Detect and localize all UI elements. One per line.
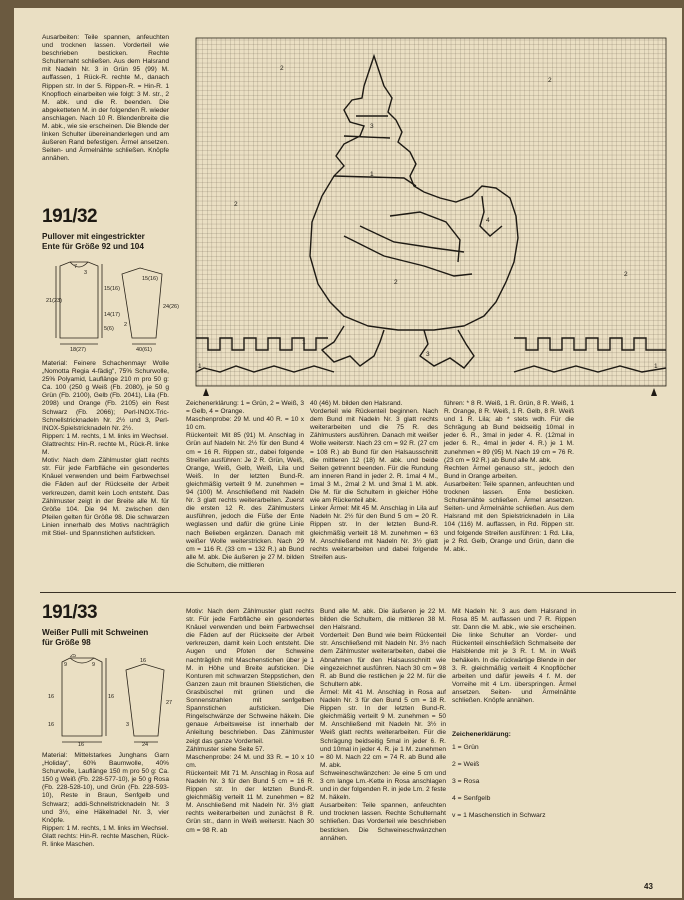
section-number-2: 191/33: [42, 602, 98, 623]
schem2-label: 9: [92, 662, 96, 668]
section-title-1: Pullover mit eingestrickter Ente für Größe 92 und 104: [42, 232, 145, 251]
section1-material-text: Material: Feinere Schachenmayr Wolle „Nomotta Regia 4-fädig", 75% Schurwolle, 25% Polyamid, Lauflänge 210 m pro 50 g: Ca. 100 (250 g Weiß (Fb. 2080), je 50 g Grün (Fb. 2100), Gelb (Fb. 2041), Lila (Fb. 2098) und Orange (Fb. 2105) ein Rest Schwarz (Fb. 2066); Perl-INOX-Tric-Schnellstricknadeln Nr. 2½ und 3, Perl-INOX-Spielstricknadeln Nr. 2½. Rippen: 1 M. rechts, 1 M. links im Wechsel. Glattrechts: Hin-R. rechte M., Rück-R. linke M. Motiv: Nach dem Zählmuster glatt rechts str. Für jede Farbfläche ein gesondertes Knäuel verwenden und beim Farbwechsel die Fäden auf der Rückseite der Arbeit verkreuzen, damit kein Loch entsteht. Das Zählmuster zeigt in der Breite alle M. für Größe 104. Die 94 M. zwischen den Pfeilen gelten für Größe 98. Die schwarzen Linien innerhalb des Motivs nachträglich mit Stiel- und Spannstichen aufsticken.: [42, 360, 169, 537]
schem2-label: 16: [48, 722, 55, 728]
legend-item: 4 = Senfgelb: [452, 795, 491, 802]
schem2-label: 16: [140, 658, 147, 664]
schem1-label: 14(17): [104, 312, 120, 318]
schem2-label: 3: [126, 722, 130, 728]
legend-item: 3 = Rosa: [452, 778, 480, 785]
schem1-label: 15(16): [142, 276, 158, 282]
chart-number: 3: [426, 351, 430, 358]
chart-number: 4: [486, 217, 490, 224]
section2-instructions-col3: Bund alle M. abk. Die äußeren je 22 M. bilden die Schultern, die mittleren 38 M. den Halsrand. Vorderteil: Den Bund wie beim Rückenteil str. Anschließend mit Nadeln Nr. 3½ nach dem Zählmuster weiterarbeiten, dabei die Abnahmen für den Halsausschnitt wie eingezeichnet ausführen. Nach 30 cm = 98 R. ab Bund die restlichen je 22 M. für die Schultern abk. Ärmel: Mit 41 M. Anschlag in Rosa auf Nadeln Nr. 3 für den Bund 5 cm = 18 R. Rippen str. In der letzten Bund-R. gleichmäßig verteilt 9 M. zunehmen = 50 M. Anschließend mit Nadeln Nr. 3½ in Weiß glatt rechts weiterarbeiten. Für die Schrägung beidseitig 5mal in jeder 6. R. und 10mal in jeder 4. R. je 1 M. zunehmen = 80 M. Nach 22 cm = 74 R. ab Bund alle M. abk. Schweineschwänzchen: Je eine 5 cm und 3 cm lange Lm.-Kette in Rosa anschlagen und in der folgenden R. in jede Lm. 2 feste M. häkeln. Ausarbeiten: Teile spannen, anfeuchten und trocknen lassen. Rechte Schulternaht schließen. Das Vorderteil wie beschrieben besticken. Die Schweineschwänzchen annähen.: [320, 608, 446, 842]
schem2-label: 16: [48, 694, 55, 700]
schem1-label: 40(61): [136, 347, 152, 352]
legend-item: v = 1 Maschenstich in Schwarz: [452, 812, 546, 819]
section1-instructions-col3: 40 (46) M. bilden den Halsrand. Vorderteil wie Rückenteil beginnen. Nach dem Bund mit Nadeln Nr. 3 glatt rechts weiterarbeiten und die 75 R. des Zählmusters ausführen. Danach mit weißer Wolle weiterstr. Nach 23 cm = 92 R. (27 cm = 108 R.) ab Bund für den Halsausschnitt die mittleren 12 (18) M. abk. und beide Seiten getrennt beenden. Für die Rundung am inneren Rand in jeder 2. R. 1mal 4 M., 1mal 3 M., 2mal 2 M. und 3mal 1 M. abk. Die M. für die Schultern in gleicher Höhe wie am Rückenteil abk. Linker Ärmel: Mit 45 M. Anschlag in Lila auf Nadeln Nr. 2½ für den Bund 5 cm = 20 R. Rippen str. In der letzten Bund-R. gleichmäßig verteilt 18 M. zunehmen = 63 M. Anschließend mit Nadeln Nr. 3½ glatt rechts weiterarbeiten und dabei folgende Streifen aus-: [310, 400, 438, 561]
schem1-label: 18(27): [70, 347, 86, 352]
chart-number: 1: [302, 339, 306, 346]
page-number: 43: [644, 882, 653, 891]
schem1-label: 24(26): [163, 304, 179, 310]
section-divider: [40, 592, 676, 593]
section-number-1: 191/32: [42, 206, 98, 227]
schem2-label: 16: [78, 742, 85, 746]
chart-number: 1: [654, 363, 658, 370]
chart-number: 2: [624, 271, 628, 278]
schem1-label: 15(16): [104, 286, 120, 292]
top-text: Ausarbeiten: Teile spannen, anfeuchten und trocknen lassen. Vorderteil wie beschrieben besticken. Rechte Schulternaht schließen. Aus dem Halsrand mit Nadeln Nr. 3 in Grün 95 (99) M. auffassen, 1 Rück-R. rechte M., danach Rippen str. In der 5. Rippen-R. = Hin-R. 1 Knopfloch einarbeiten wie folgt: 3 M. str., 2 M. abk. und die R. beenden. Die abgeketteten M. in der folgenden R. wieder anschlagen. Nach 10 R. Blendenbreite die M. abk., wie sie erscheinen. Die Blende der linken Schulter übereinanderlegen und am äußeren Rand befestigen. Ärmel ansetzen. Seiten- und Ärmelnähte schließen. Knöpfe annähen.: [42, 34, 169, 163]
chart-number: 2: [280, 65, 284, 72]
schem1-label: 21(23): [46, 298, 62, 304]
section2-material-text: Material: Mittelstarkes Junghans Garn „Holiday", 60% Baumwolle, 40% Schurwolle, Lauflänge 150 m pro 50 g: Ca. 150 g Weiß (Fb. 228-577-10), je 50 g Rosa (Fb. 228-528-10), und Grün (Fb. 228-593-10), Reste in Braun, Senfgelb und Schwarz; addi-Schnellstricknadeln Nr. 3 und 3½, eine Häkelnadel Nr. 3, vier Knöpfe. Rippen: 1 M. rechts, 1 M. links im Wechsel. Glatt rechts: Hin-R. rechte Maschen, Rück-R. linke Maschen.: [42, 752, 169, 849]
schem2-label: 16: [108, 694, 115, 700]
schem1-label: 3: [84, 270, 88, 276]
section-title-2: Weißer Pulli mit Schweinen für Größe 98: [42, 628, 149, 647]
section2-instructions-col2: Motiv: Nach dem Zählmuster glatt rechts str. Für jede Farbfläche ein gesondertes Knäuel verwenden und beim Farbwechsel die Fäden auf der Rückseite der Arbeit verkreuzen, damit kein Loch entsteht. Die Augen und Pfoten der Schweine nachträglich mit Maschenstichen über je 1 M. in Höhe und Breite aufsticken. Die Konturen mit schwarzen Steppstichen, den Ganzen zaun mit braunen Stielstichen, die Grasbüschel mit grünen und die Sonnenstrahlen mit senfgelben Spannstichen aufsticken. Die Ringelschwänze der Schweine häkeln. Die genaue Arbeitsweise ist innerhalb der Anleitung beschrieben. Das Zählmuster zeigt das ganze Vorderteil. Zählmuster siehe Seite 57. Maschenprobe: 24 M. und 33 R. = 10 x 10 cm. Rückenteil: Mit 71 M. Anschlag in Rosa auf Nadeln Nr. 3 für den Bund 5 cm = 16 R. Rippen str. In der letzten Bund-R. gleichmäßig verteilt 11 M. zunehmen = 82 M. Anschließend mit Nadeln Nr. 3½ glatt rechts weiterarbeiten und zunächst 8 R. Grün str., dann in Weiß weiterstr. Nach 30 cm = 98 R. ab: [186, 608, 314, 834]
schem2-label: 24: [142, 742, 149, 746]
schem2-label: 9: [64, 662, 68, 668]
sweater-schematic-1: [40, 260, 180, 352]
chart-number: 2: [394, 279, 398, 286]
section2-instructions-col4: Mit Nadeln Nr. 3 aus dem Halsrand in Rosa 85 M. auffassen und 7 R. Rippen str. Dann die M. abk., wie sie erscheinen. Die linke Schulter an Vorder- und Rückenteil einschließlich Schmalseite der Halsblende mit je 3 R. f. M. in Weiß behäkeln. In die rückwärtige Blende in der 3. R. gleichmäßig verteilt 4 Knopflöcher arbeiten und dafür jeweils 4 f. M. der Vorreihe mit 4 Lm. überspringen. Ärmel ansetzen. Seiten- und Ärmelnähte schließen. Knöpfe annähen.: [452, 608, 576, 705]
sweater-schematic-2: [40, 654, 180, 746]
chart-number: 1: [370, 171, 374, 178]
chart-number: 1: [198, 363, 202, 370]
duck-knitting-chart: [184, 26, 678, 398]
schem2-label: 25: [70, 654, 77, 659]
legend-item: 2 = Weiß: [452, 761, 480, 768]
legend-item: 1 = Grün: [452, 744, 479, 751]
magazine-page: [14, 8, 682, 898]
section1-instructions-col4: führen: * 8 R. Weiß, 1 R. Grün, 8 R. Weiß, 1 R. Orange, 8 R. Weiß, 1 R. Gelb, 8 R. Weiß und 1 R. Lila; ab * stets wdh. Für die Schrägung ab Bund beidseitig 10mal in jeder 6. R., 3mal in jeder 4. R. (12mal in jeder 6. R., 4mal in jeder 4. R.) je 1 M. zunehmen = 89 (95) M. Nach 19 cm = 76 R. (23 cm = 92 R.) ab Bund alle M. abk. Rechten Ärmel genauso str., jedoch den Bund in Orange arbeiten. Ausarbeiten: Teile spannen, anfeuchten und trocknen lassen. Ente besticken. Schulternähte schließen. Ärmel ansetzen. Seiten- und Ärmelnähte schließen. Aus dem Halsrand mit den Spielstricknadeln in Lila 104 (116) M. auffassen, in Rd. Rippen str. und folgende Streifen ausführen: 1 Rd. Lila, je 2 Rd. Gelb, Orange und Grün, dann die M. abk..: [444, 400, 574, 553]
chart-number: 2: [234, 201, 238, 208]
section1-instructions-col2: Zeichenerklärung: 1 = Grün, 2 = Weiß, 3 = Gelb, 4 = Orange. Maschenprobe: 29 M. und 40 R. = 10 x 10 cm. Rückenteil: Mit 85 (91) M. Anschlag in Grün auf Nadeln Nr. 2½ für den Bund 4 cm = 16 R. Rippen str., dabei folgende Streifen ausführen: Je 2 R. Grün, Weiß, Orange, Weiß, Gelb, Weiß, Lila und Weiß. In der letzten Bund-R. gleichmäßig verteilt 9 M. zunehmen = 94 (100) M. Anschließend mit Nadeln Nr. 3 glatt rechts weiterarbeiten. Zuerst die ersten 12 R. des Zählmusters ausführen, jedoch die Füße der Ente weglassen und dafür die grüne Linie nach Belieben ergänzen. Danach mit weißer Wolle weiterstricken. Nach 29 cm = 116 R. (33 cm = 132 R.) ab Bund alle M. abk. Die äußeren je 27 M. bilden die Schultern, die mittleren: [186, 400, 304, 569]
schem1-label: 7: [74, 264, 78, 270]
schem1-label: 2: [124, 322, 128, 328]
chart-number: 2: [548, 77, 552, 84]
schem1-label: 5(6): [104, 326, 114, 332]
chart-number: 3: [370, 123, 374, 130]
schem2-label: 27: [166, 700, 173, 706]
symbol-legend: Zeichenerklärung: 1 = Grün 2 = Weiß 3 = Rosa 4 = Senfgelb v = 1 Maschenstich in Schwarz: [452, 730, 576, 820]
